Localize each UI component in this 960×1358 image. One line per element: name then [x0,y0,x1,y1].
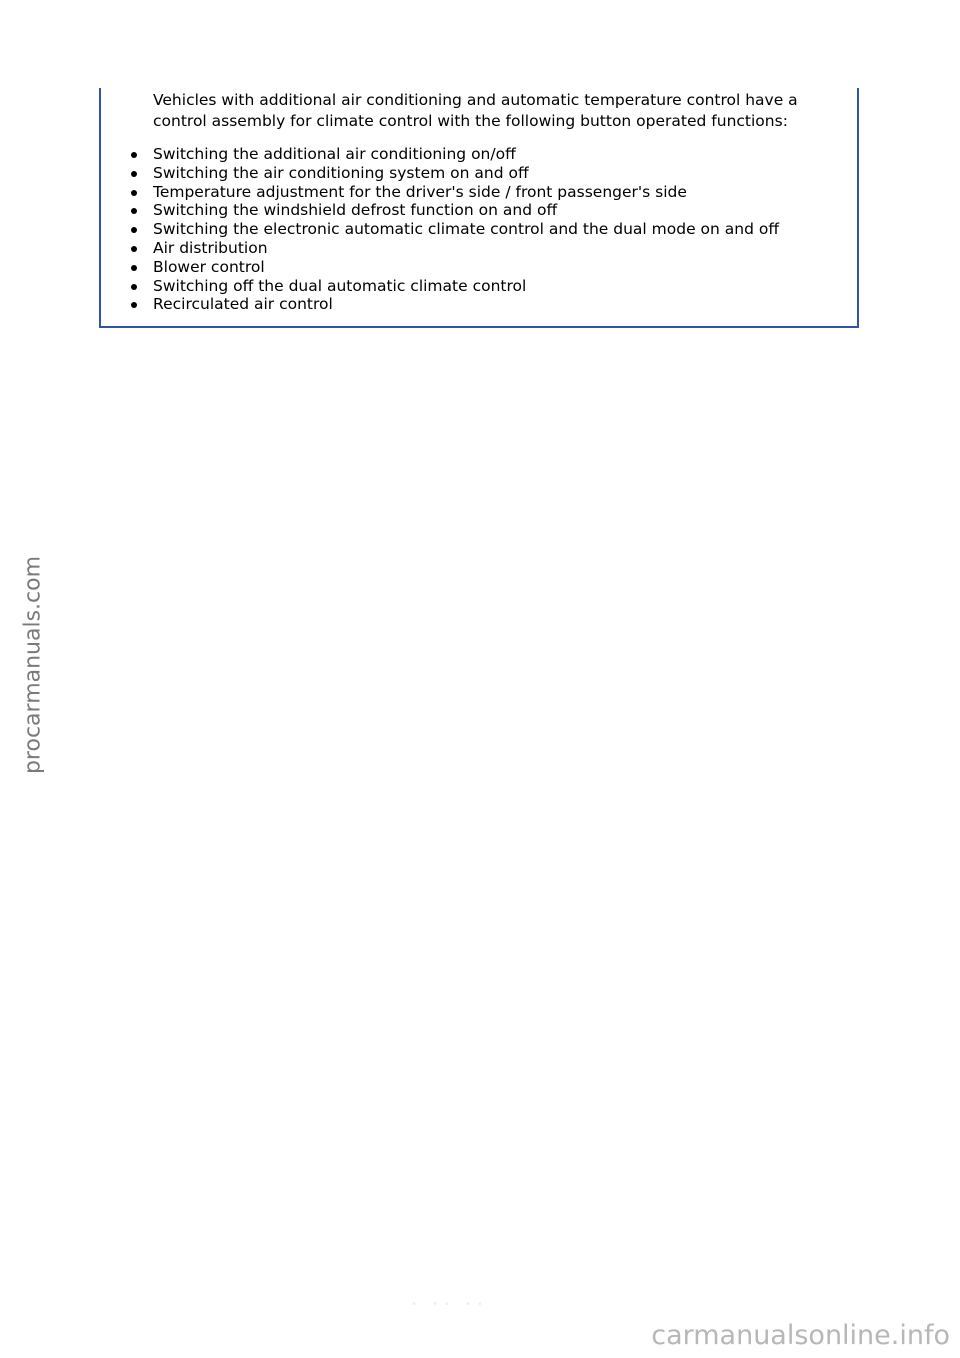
list-item-text: Switching the additional air conditioning on/off [153,145,516,163]
list-item [101,239,779,258]
list-item-text: Temperature adjustment for the driver's side / front passenger's side [153,182,687,201]
list-item-text: Blower control [153,257,265,276]
list-item [101,201,779,220]
list-item-text: Switching the windshield defrost function on and off [153,201,558,220]
list-item [101,183,779,202]
list-item-text: Switching the electronic automatic climate control and the dual mode on and off [153,220,780,239]
list-item [101,258,779,277]
bullet-icon [131,208,137,214]
function-list [101,145,779,314]
list-item [101,145,779,164]
bullet-icon [131,265,137,271]
bullet-icon [131,302,137,308]
bullet-icon [131,246,137,252]
list-item [101,295,779,314]
list-item-text: Recirculated air control [153,295,333,314]
intro-paragraph: Vehicles with additional air conditioning and automatic temperature control have a control assembly for climate control with the following button operated functions: [153,91,798,130]
bottom-watermark: carmanualsonline.info [651,1320,950,1351]
list-item-text: Switching the air conditioning system on and off [153,163,529,182]
bullet-icon [131,152,137,158]
climate-control-info-box [99,88,859,328]
list-item [101,277,779,296]
list-item-text: Air distribution [153,238,268,257]
bullet-icon [131,190,137,196]
bullet-icon [131,284,137,290]
bullet-icon [131,227,137,233]
faint-page-number-mark: • •• •• [411,1299,489,1310]
bullet-icon [131,171,137,177]
list-item-text: Switching off the dual automatic climate control [153,276,527,295]
list-item [101,164,779,183]
list-item [101,220,779,239]
side-watermark: procarmanuals.com [20,555,46,775]
